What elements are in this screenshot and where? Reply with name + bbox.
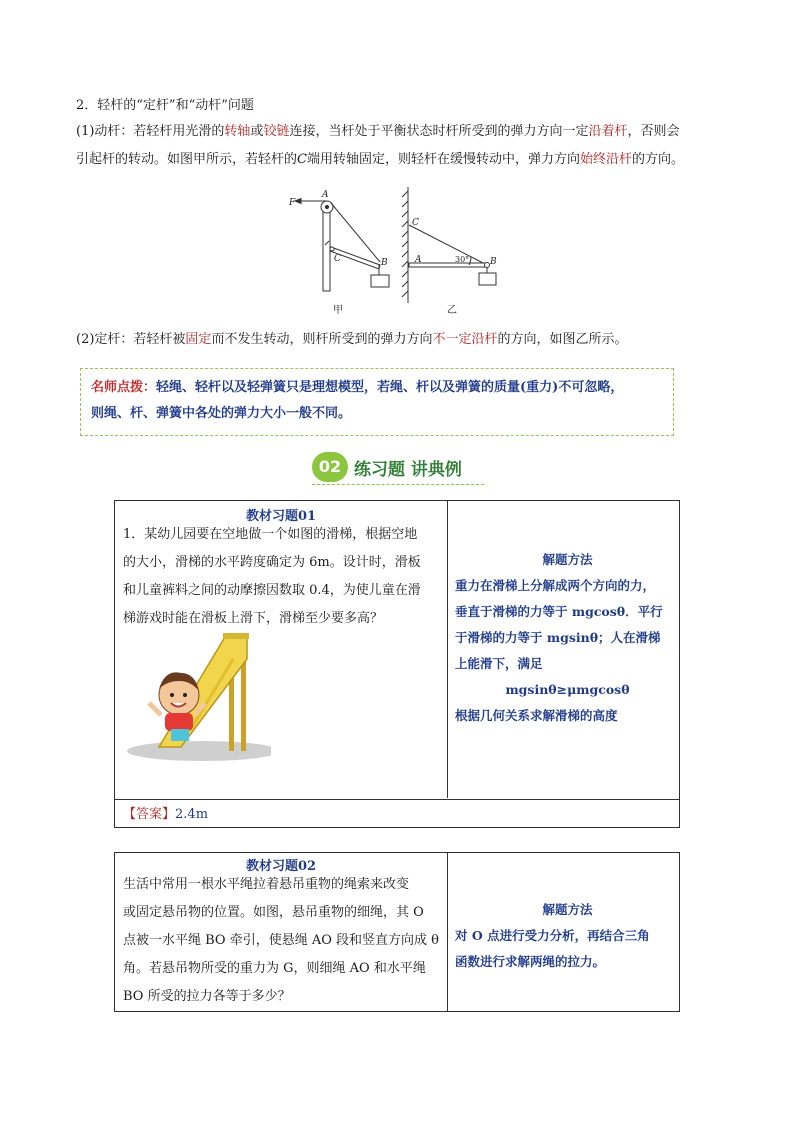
- section-heading: 2．轻杆的“定杆”和“动杆”问题: [76, 98, 254, 113]
- highlight-hinge: 铰链: [263, 124, 290, 139]
- fixed-rod-paragraph: (2)定杆：若轻杆被固定而不发生转动，则杆所受到的弹力方向不一定沿杆的方向，如图乙所示。: [76, 332, 628, 347]
- column-divider: [447, 853, 448, 1011]
- tip-label: 名师点拨：: [91, 380, 157, 395]
- exercise-2-title: 教材习题02: [245, 859, 317, 874]
- figure-yi: [402, 187, 496, 303]
- section-title: 练习题 讲典例: [354, 460, 462, 480]
- slide-illustration: [121, 629, 271, 765]
- column-divider: [447, 501, 448, 798]
- label-yi-B: B: [490, 257, 497, 267]
- caption-yi: 乙: [447, 305, 457, 316]
- highlight-fixed: 固定: [185, 332, 212, 347]
- answer-label: 【答案】: [123, 807, 176, 822]
- label-yi-A: A: [415, 255, 422, 265]
- section-number-badge: 02: [312, 452, 348, 482]
- exercise-2-question: 生活中常用一根水平绳拉着悬吊重物的绳索来改变 或固定悬吊物的位置。如图，悬吊重物的细绳，其 O 点被一水平绳 BO 牵引，使悬绳 AO 段和竖直方向成 θ 角。若悬吊物所受的重力为 G，则细绳 AO 和水平绳 BO 所受的拉力各等于多少？: [123, 877, 439, 1004]
- exercise-1-answer: [123, 803, 208, 822]
- label-jia-F: F: [289, 198, 296, 208]
- label-jia-B: B: [381, 258, 388, 268]
- rod-figures: [285, 185, 515, 320]
- label-jia-A: A: [322, 190, 329, 200]
- method-title: 解题方法: [542, 552, 593, 567]
- highlight-along-rod: 沿着杆: [588, 124, 628, 139]
- answer-row-divider: [115, 799, 679, 800]
- figure-jia: [295, 199, 389, 292]
- tip-line-2: 则绳、杆、弹簧中各处的弹力大小一般不同。: [91, 406, 352, 421]
- exercise-1-question: 1．某幼儿园要在空地做一个如图的滑梯，根据空地 的大小，滑梯的水平跨度确定为 6m。设计时，滑板 和儿童裤料之间的动摩擦因数取 0.4，为使儿童在滑 梯游戏时能在滑板上滑下，滑梯至少要多高？: [123, 527, 421, 626]
- method-title: 解题方法: [542, 902, 593, 917]
- highlight-pivot: 转轴: [224, 124, 251, 139]
- caption-jia: 甲: [333, 305, 343, 316]
- highlight-always-along-rod: 始终沿杆: [579, 152, 632, 167]
- label-yi-C: C: [412, 218, 419, 228]
- label-yi-angle: 30°: [455, 255, 470, 264]
- exercise-1-title: 教材习题01: [245, 509, 317, 524]
- exercise-2-table: [114, 852, 680, 1012]
- exercise-1-table: [114, 500, 680, 828]
- answer-value: 2.4m: [175, 807, 209, 822]
- section-underline: [312, 484, 484, 485]
- tip-line-1: 轻绳、轻杆以及轻弹簧只是理想模型，若绳、杆以及弹簧的质量(重力)不可忽略，: [156, 380, 624, 395]
- moving-rod-paragraph: (1)动杆：若轻杆用光滑的转轴或铰链连接，当杆处于平衡状态时杆所受到的弹力方向一定沿着杆，否则会 引起杆的转动。如图甲所示，若轻杆的C端用转轴固定，则轻杆在缓慢转动中，弹力方向始终沿杆的方向。: [76, 124, 685, 167]
- teacher-tip-box: [80, 368, 674, 436]
- highlight-not-along-rod: 不一定沿杆: [432, 332, 498, 347]
- exercise-2-method: 解题方法 对 O 点进行受力分析，再结合三角 函数进行求解两绳的拉力。: [455, 897, 680, 975]
- exercise-1-method: 解题方法 重力在滑梯上分解成两个方向的力， 垂直于滑梯的力等于 mgcosθ．平行 于滑梯的力等于 mgsinθ；人在滑梯 上能滑下，满足 mgsinθ≥μmgcosθ 根据几何关系求解滑梯的高度: [455, 547, 680, 729]
- label-jia-C: C: [334, 254, 341, 264]
